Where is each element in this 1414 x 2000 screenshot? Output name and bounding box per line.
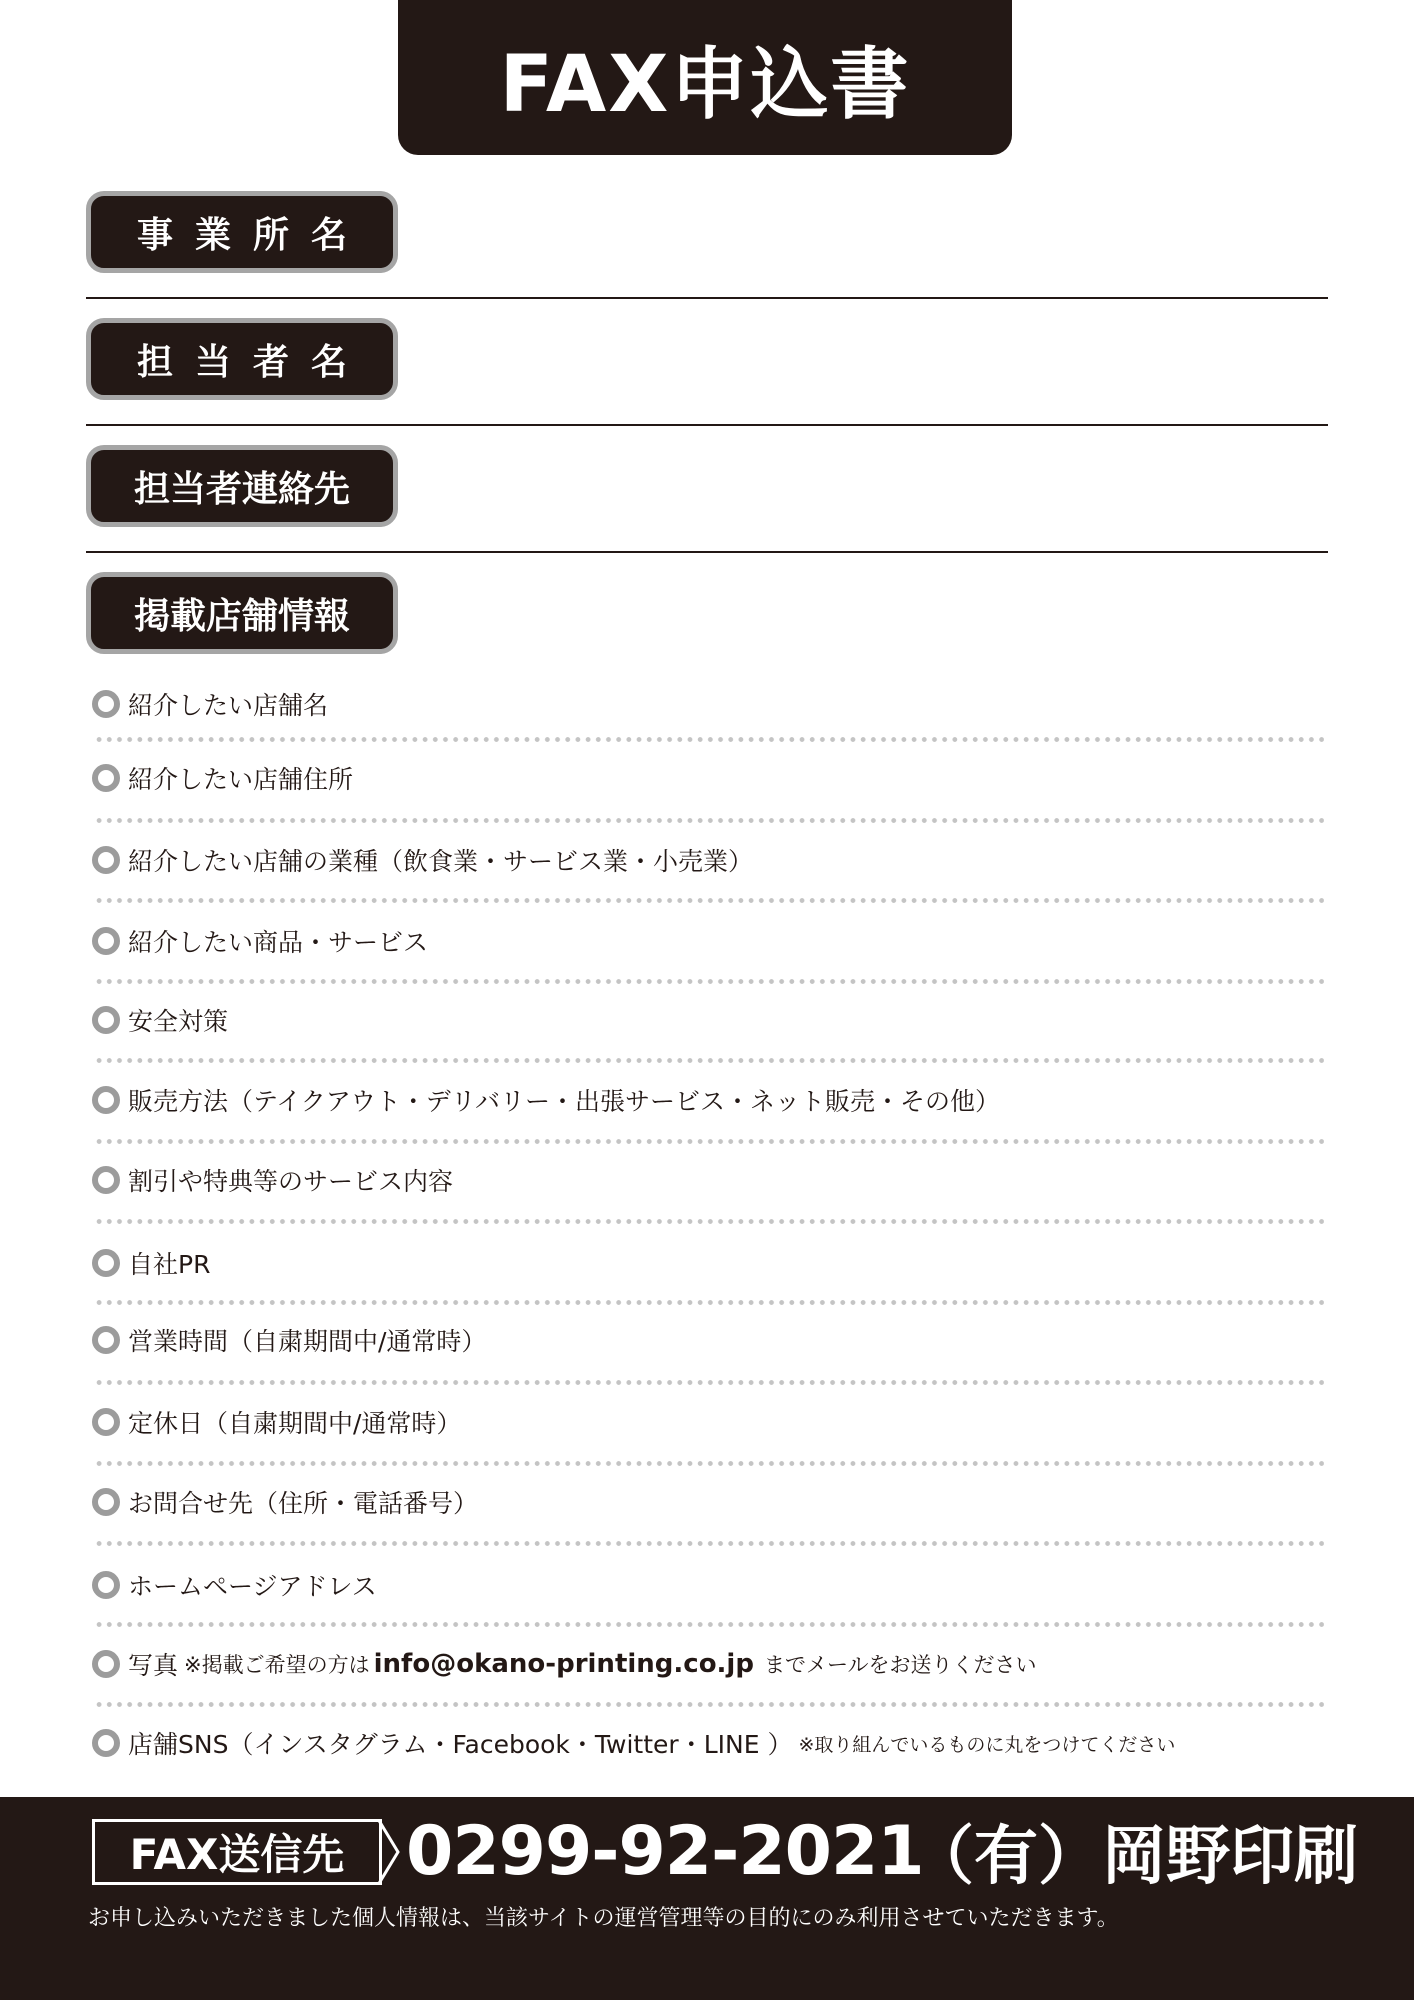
- list-item: [92, 1644, 1332, 1684]
- bullet-icon: [92, 1166, 120, 1194]
- dotted-line[interactable]: [94, 1380, 1324, 1385]
- dotted-line[interactable]: [94, 1139, 1324, 1144]
- bullet-icon: [92, 1006, 120, 1034]
- business-name-line[interactable]: [86, 297, 1328, 299]
- bullet-icon: [92, 1408, 120, 1436]
- item-label: お問合せ先（住所・電話番号）: [128, 1489, 479, 1518]
- item-label: 店舗SNS（インスタグラム・Facebook・Twitter・LINE ）: [128, 1730, 793, 1759]
- dotted-line[interactable]: [94, 1300, 1324, 1305]
- item-label: 自社PR: [128, 1250, 211, 1279]
- section-label-contact-info: 担当者連絡先: [86, 445, 398, 527]
- arrow-icon: [378, 1819, 402, 1885]
- item-label: 写真: [128, 1651, 179, 1680]
- list-item: [92, 1723, 1332, 1763]
- contact-info-line[interactable]: [86, 551, 1328, 553]
- dotted-line[interactable]: [94, 1219, 1324, 1224]
- form-title: FAX申込書: [398, 0, 1012, 155]
- bullet-icon: [92, 1326, 120, 1354]
- dotted-line[interactable]: [94, 1622, 1324, 1627]
- item-note: ※掲載ご希望の方は: [184, 1653, 370, 1677]
- bullet-icon: [92, 1249, 120, 1277]
- item-label: 営業時間（自粛期間中/通常時）: [128, 1327, 487, 1356]
- privacy-notice: お申し込みいただきました個人情報は、当該サイトの運営管理等の目的にのみ利用させていただきます。: [88, 1906, 1119, 1931]
- fax-number: 0299-92-2021: [406, 1811, 924, 1891]
- list-item: [92, 840, 1332, 880]
- dotted-line[interactable]: [94, 979, 1324, 984]
- list-item: [92, 1160, 1332, 1200]
- item-label: 紹介したい店舗住所: [128, 765, 354, 794]
- item-label: ホームページアドレス: [128, 1572, 377, 1601]
- item-label: 販売方法（テイクアウト・デリバリー・出張サービス・ネット販売・その他）: [128, 1087, 1001, 1116]
- list-item: [92, 1320, 1332, 1360]
- section-label-store-info: 掲載店舗情報: [86, 572, 398, 654]
- dotted-line[interactable]: [94, 1461, 1324, 1466]
- fax-label: FAX送信先: [92, 1819, 382, 1885]
- bullet-icon: [92, 1086, 120, 1114]
- item-label: 紹介したい商品・サービス: [128, 928, 429, 957]
- item-note: ※取り組んでいるものに丸をつけてください: [798, 1733, 1176, 1756]
- dotted-line[interactable]: [94, 737, 1324, 742]
- item-label: 紹介したい店舗の業種（飲食業・サービス業・小売業）: [128, 847, 754, 876]
- dotted-line[interactable]: [94, 898, 1324, 903]
- item-note: までメールをお送りください: [763, 1653, 1037, 1677]
- dotted-line[interactable]: [94, 1541, 1324, 1546]
- company-name: （有）岡野印刷: [910, 1820, 1358, 1894]
- dotted-line[interactable]: [94, 1702, 1324, 1707]
- list-item: [92, 921, 1332, 961]
- item-label: 紹介したい店舗名: [128, 691, 329, 720]
- dotted-line[interactable]: [94, 818, 1324, 823]
- section-label-contact-person: 担当者名: [86, 318, 398, 400]
- contact-person-line[interactable]: [86, 424, 1328, 426]
- item-label: 安全対策: [128, 1007, 229, 1036]
- bullet-icon: [92, 1650, 120, 1678]
- list-item: [92, 1243, 1332, 1283]
- list-item: [92, 1482, 1332, 1522]
- list-item: [92, 684, 1332, 724]
- item-label: 割引や特典等のサービス内容: [128, 1167, 454, 1196]
- bullet-icon: [92, 1729, 120, 1757]
- bullet-icon: [92, 1571, 120, 1599]
- list-item: [92, 758, 1332, 798]
- bullet-icon: [92, 764, 120, 792]
- dotted-line[interactable]: [94, 1058, 1324, 1063]
- list-item: [92, 1565, 1332, 1605]
- list-item: [92, 1080, 1332, 1120]
- section-label-business-name: 事業所名: [86, 191, 398, 273]
- list-item: [92, 1000, 1332, 1040]
- email-address: info@okano-printing.co.jp: [373, 1649, 754, 1679]
- footer-banner: [0, 1797, 1414, 2000]
- bullet-icon: [92, 927, 120, 955]
- list-item: [92, 1402, 1332, 1442]
- bullet-icon: [92, 690, 120, 718]
- bullet-icon: [92, 1488, 120, 1516]
- bullet-icon: [92, 846, 120, 874]
- item-label: 定休日（自粛期間中/通常時）: [128, 1409, 462, 1438]
